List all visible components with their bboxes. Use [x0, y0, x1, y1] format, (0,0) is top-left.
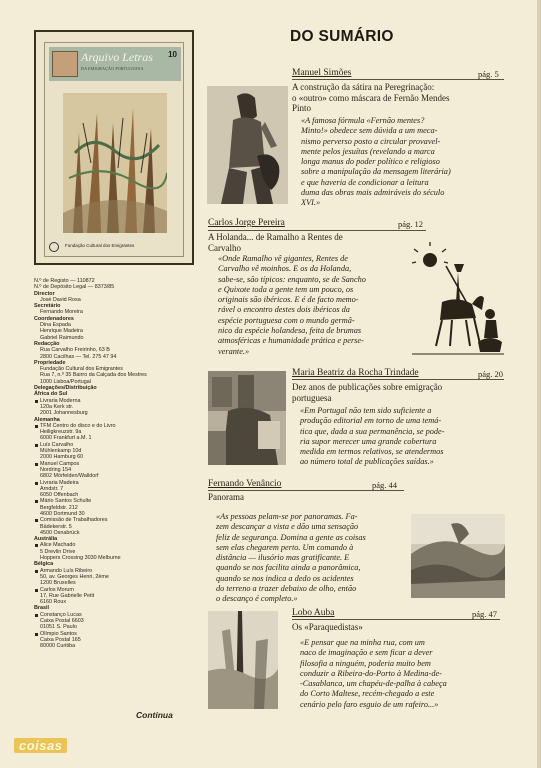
article-page: pág. 47 [472, 609, 498, 619]
article-abstract-line: originais são ibéricos. E é de facto memo- [218, 295, 359, 305]
article-abstract-line: nico da espécie holandesa, feita de brumas [218, 326, 362, 336]
article-abstract-line: longa manus do poder político e religioso [301, 157, 440, 167]
masthead-line: 50, av. Georges Henri, 2ème [40, 573, 109, 580]
article-abstract [218, 254, 410, 357]
masthead-line: José David Rosa [40, 296, 81, 303]
masthead-line: Mário Santos Schulte [34, 498, 199, 504]
divider [292, 379, 504, 380]
article-author: Maria Beatriz da Rocha Trindade [292, 368, 419, 378]
masthead-line: Olímpio Santos [34, 631, 199, 637]
article-abstract-line: «Em Portugal não tem sido suficiente a [300, 406, 432, 415]
article-abstract-line: quando se nos indica a dedo os acidentes [216, 573, 354, 583]
masthead-line: 01051 S. Paulo [40, 624, 77, 631]
article-author: Manuel Simões [292, 68, 352, 78]
masthead-heading: Redacção [34, 340, 60, 347]
masthead-line: Heiligkreuzstr. 9a [40, 429, 82, 436]
divider [292, 79, 504, 80]
cover-masthead [49, 47, 181, 81]
masthead-line: Luís Carvalho [34, 442, 199, 448]
masthead-line: 6802 Mörfelden/Walldorf [40, 473, 99, 480]
cover-artwork [63, 93, 167, 233]
article-abstract-line: sobre a manipulação da mensagem literária) [301, 167, 451, 177]
masthead-line: 2001 Johannesburg [40, 410, 88, 417]
masthead-line: Manuel Campos [34, 461, 199, 467]
divider [208, 490, 404, 491]
summary-title: DO SUMÁRIO [290, 28, 394, 45]
masthead-line: Rua 7, n.º 35 Bairro da Calçada dos Mestres [40, 372, 147, 379]
masthead-line: Armando Luís Ribeiro [34, 568, 199, 574]
masthead-line: 17, Rue Gabrielle Petit [40, 592, 95, 599]
seal-icon [49, 242, 59, 252]
article-title-line: Panorama [208, 492, 244, 502]
article-abstract-line: verante.» [218, 346, 250, 356]
article-abstract-line: «A famosa fórmula «Fernão mentes? [301, 116, 425, 125]
cover-subtitle: DA EMIGRAÇÃO PORTUGUESA [81, 66, 144, 71]
article-abstract-line: naco de imaginação e sem ficar a dever [300, 648, 433, 658]
masthead-line: Rua Carvalho Freirinho, 63 B [40, 347, 110, 354]
article-abstract [301, 116, 505, 209]
article-abstract-line: produção editorial em torno de uma temá- [300, 416, 442, 426]
article-page: pág. 20 [478, 369, 504, 379]
article-abstract-line: tica que, dada a sua permanência, se pode- [300, 426, 445, 436]
masthead-line: TFM Centro do disco e do Livro [34, 423, 199, 429]
masthead-heading: Director [34, 290, 55, 297]
masthead-line: 1200 Bruxelles [40, 580, 76, 587]
article-abstract-line: -Casablanca, um chapéu-de-palha à cabeça [300, 679, 447, 689]
article-abstract-line: «E pensar que na minha rua, com um [300, 638, 425, 647]
masthead-line: Henrique Madeira [40, 328, 83, 335]
masthead-line: N.º de Registo — 110872 [34, 278, 95, 284]
article-abstract-line: mente pelos jesuítas (revelando a marca [301, 146, 435, 156]
masthead-line: 6050 Offenbach [40, 492, 79, 499]
masthead-line: Mühlenkamp 10d [40, 448, 82, 455]
article-page: pág. 44 [372, 480, 398, 490]
masthead-heading: Alemanha [34, 416, 60, 423]
article-abstract-line: o descanço é completo.» [216, 594, 298, 604]
watermark-stamp: coisas [14, 738, 67, 753]
article-abstract-line: conduzir a Ribeira-do-Porto à Medina-de- [300, 668, 442, 678]
article-abstract-line: medida em termos relativos, se atendermos [300, 447, 444, 457]
article-author: Carlos Jorge Pereira [208, 218, 285, 228]
masthead-heading: Secretário [34, 303, 61, 310]
masthead-heading: Brasil [34, 605, 49, 612]
masthead-line: Caixa Postal 6603 [40, 618, 84, 625]
masthead-line: Fundação Cultural dos Emigrantes [40, 366, 123, 373]
masthead-line: Livraria Moderna [34, 398, 199, 404]
masthead-line: Gabriel Raimundo [40, 334, 84, 341]
divider [292, 619, 500, 620]
cover-issue-number: 10 [168, 50, 177, 59]
article-photo [208, 371, 286, 465]
article-abstract-line: ao número total de publicações saídas.» [300, 457, 434, 467]
article-title-line: A construção da sátira na Peregrinação: [292, 82, 435, 92]
article-title [208, 232, 408, 253]
article-abstract-line: XVI.» [301, 198, 321, 208]
article-title-line: Carvalho [208, 242, 241, 253]
article-abstract-line: Minto!» obedece sem dúvida a um meca- [301, 126, 438, 136]
article-abstract [300, 638, 505, 710]
masthead-line: Bädekerstr. 5 [40, 523, 72, 530]
masthead-line: 120a Kerk str. [40, 403, 74, 410]
cover-title: Arquivo Letras [81, 50, 153, 64]
article-abstract-line: quando se nos facilita ainda a panorâmica, [216, 563, 361, 573]
continua-label: Continua [136, 710, 173, 720]
masthead-line: Arndstr. 7 [40, 485, 64, 492]
article-abstract-line: distância — ilusório mas gratificante. E [216, 553, 350, 563]
article-title-line: Dez anos de publicações sobre emigração [292, 382, 443, 392]
masthead-heading: África do Sul [34, 391, 68, 398]
masthead-line: Hoppers Crossing 3030 Melburne [40, 555, 121, 562]
article-abstract-line: zem descançar a vista e dão uma sensação [216, 522, 359, 532]
magazine-cover [44, 42, 184, 257]
article-abstract-line: espécie portuguesa com o mundo germâ- [218, 315, 355, 325]
article-title [292, 382, 506, 403]
cover-footer [49, 240, 181, 254]
article-abstract-line: «As pessoas pelam-se por panoramas. Fa- [216, 512, 358, 521]
masthead-line: Carlos Morum [34, 587, 199, 593]
masthead-line: 1000 Lisboa/Portugal [40, 378, 91, 385]
masthead-line: Alice Machado [34, 542, 199, 548]
article-photo [207, 86, 288, 204]
article-title-line: portuguesa [292, 392, 332, 403]
article-abstract-line: nismo perverso posto a circular provavel- [301, 136, 441, 146]
masthead-heading: Austrália [34, 536, 58, 543]
masthead-line: 4500 Osnabrück [40, 529, 80, 536]
masthead-line: 80000 Curitiba [40, 643, 76, 650]
article-author: Lobo Auba [292, 608, 335, 618]
masthead-line: Bergfeldstr. 212 [40, 504, 78, 511]
article-abstract-line: sem elas chegarem perto. Um comando à [216, 542, 354, 552]
article-abstract-line: filosofia a ninguém, poderia muito bem [300, 658, 431, 668]
masthead [34, 278, 199, 650]
page-edge [537, 0, 541, 768]
article-photo [208, 611, 278, 709]
article-abstract-line: do Corto Maltese, recém-chegado a este [300, 689, 435, 699]
article-title [292, 82, 506, 114]
masthead-heading: Coordenadores [34, 315, 74, 322]
masthead-line: Fernando Moreira [40, 309, 83, 316]
article-abstract-line: Carvalho vê moinhos. E os da Holanda, [218, 264, 352, 274]
article-page: pág. 5 [478, 69, 499, 79]
cover-footer-text: Fundação Cultural dos Emigrantes [65, 243, 135, 248]
masthead-heading: Bélgica [34, 561, 54, 568]
article-abstract-line: feliz de segurança. Domina a gente as coisas [216, 532, 366, 542]
masthead-line: 5 Drevlin Drive [40, 548, 76, 555]
masthead-line: Comissão de Trabalhadores [34, 517, 199, 523]
masthead-line: Nordring 154 [40, 466, 72, 473]
article-title-line: o «outro» como máscara de Fernão Mendes [292, 92, 450, 103]
article-abstract-line: atmosféricas e humanidade prática e perse- [218, 336, 364, 346]
masthead-line: 2800 Cacilhas — Tel. 275 47 94 [40, 353, 117, 360]
masthead-line: 2000 Hamburg 60 [40, 454, 84, 461]
cover-image [34, 30, 194, 265]
article-abstract-line: «Onde Ramalho vê gigantes, Rentes de [218, 254, 348, 263]
article-title [208, 492, 408, 503]
masthead-line: N.º de Depósito Legal — 8373/85 [34, 284, 115, 291]
article-abstract-line: cenário pelo faro esguio de um rafeiro...» [300, 699, 439, 709]
article-abstract [216, 512, 406, 605]
article-abstract-line: do terreno a trazer debaixo de olho, então [216, 584, 357, 594]
article-abstract-line: sabe-se, são típicos: enquanto, se de Sancho [218, 274, 366, 284]
article-abstract-line: e Quixote toda a gente tem um pouco, os [218, 284, 354, 294]
masthead-heading: Propriedade [34, 359, 66, 366]
article-page: pág. 12 [398, 219, 424, 229]
masthead-line: 6000 Frankfurt a.M. 1 [40, 435, 92, 442]
article-abstract [300, 406, 505, 468]
article-author: Fernando Venâncio [208, 479, 282, 489]
masthead-line: Livraria Madeira [34, 480, 199, 486]
masthead-line: Dina Espada [40, 322, 71, 329]
article-title-line: Os «Paraquedistas» [292, 622, 363, 632]
masthead-line: 6160 Roux [40, 599, 67, 606]
masthead-heading: Delegações/Distribuição [34, 385, 97, 392]
article-abstract-line: rável o encontro destes dois ibéricos da [218, 305, 350, 315]
article-abstract-line: ria supor merecer uma grande cobertura [300, 436, 437, 446]
article-title [292, 622, 492, 633]
masthead-line: 4600 Dortmund 30 [40, 510, 85, 517]
divider [208, 230, 426, 231]
masthead-line: Caixa Postal 165 [40, 636, 81, 643]
article-photo [411, 514, 505, 598]
masthead-line: Constanço Lucas [34, 612, 199, 618]
article-title-line: Pinto [292, 103, 312, 114]
quixote-drawing [412, 242, 504, 358]
article-abstract-line: duma das obras mais admiráveis do século [301, 188, 445, 198]
article-title-line: A Holanda... de Ramalho a Rentes de [208, 232, 343, 242]
cover-logo-icon [52, 51, 78, 77]
article-abstract-line: e que haveria de condicionar a leitura [301, 177, 429, 187]
